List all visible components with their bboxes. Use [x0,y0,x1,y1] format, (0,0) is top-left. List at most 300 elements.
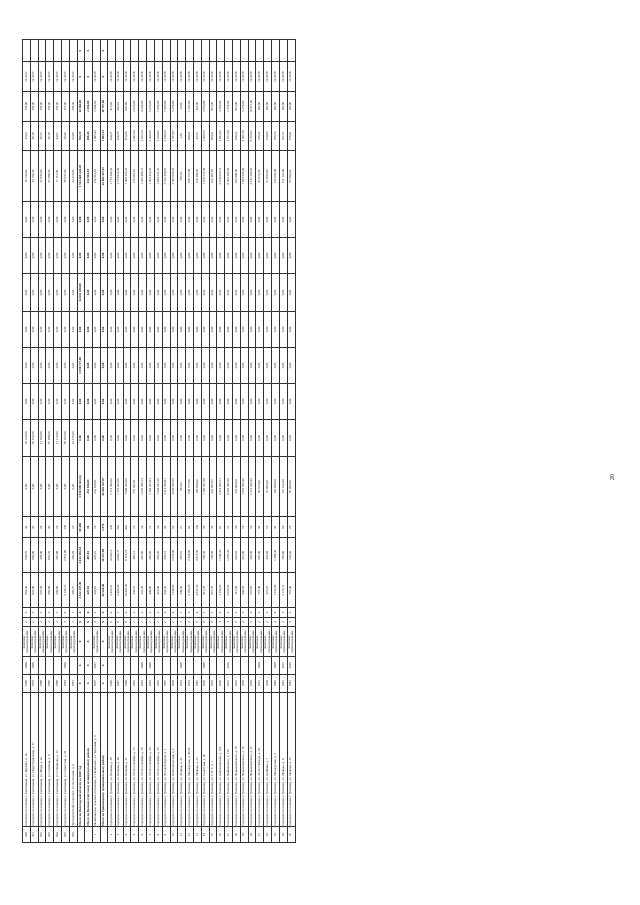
cell-c14: 471,46 [108,91,116,121]
cell-y2: 2009 [256,656,264,674]
cell-c14: 2 294,00 [92,91,100,121]
cell-z3: 0,00 [38,311,46,347]
cell-c10: 0,00 [54,237,62,273]
cell-c11: 0,00 [225,201,233,237]
cell-kwh: 19 [85,517,93,538]
cell-amt: 0,00 [154,419,162,456]
cell-c2: 4 [62,608,70,618]
cell-c2: 1 [54,608,62,618]
cell-cap: 51 066,00 [264,151,272,202]
cell-z3: 0,00 [62,311,70,347]
cell-z3: 0,00 [264,311,272,347]
cell-y2 [54,656,62,674]
cell-type: Комплекс. перевооружение [248,627,256,657]
cell-c14: 179,00 [54,91,62,121]
cell-n: 5 [131,827,139,843]
cell-z1: 0,00 [287,383,295,419]
cell-area: 444,05 [240,573,248,608]
cell-n1: 39 537,09 [100,538,108,573]
cell-z2: 0,00 [193,347,201,383]
table-row [131,40,139,843]
cell-c13: 20,46 [62,121,70,151]
cell-type: Комплекс. перевооружение [256,627,264,657]
cell-y1: 1988 [38,674,46,692]
cell-cap: 7 098 263,63 [123,151,131,202]
cell-amt: 58 337,00 [62,419,70,456]
cell-z3: 0,00 [217,311,225,347]
cell-y1: 1979 [30,674,38,692]
cell-y2 [131,656,139,674]
table-row [62,40,70,843]
cell-y1: 1953 [139,674,147,692]
cell-c10: 0,00 [154,237,162,273]
cell-c14: 179,00 [38,91,46,121]
cell-c10: 0,00 [115,237,123,273]
cell-c13: 4 309,35 [147,121,155,151]
cell-c11: 0,00 [30,201,38,237]
cell-z2: 0,00 [225,347,233,383]
cell-z2: 0,00 [272,347,280,383]
cell-c11: 0,00 [108,201,116,237]
cell-addr: городское поселение г. Грязовец, ул. Чернышевского, д. 19 [240,692,248,826]
cell-z4: 0,00 [46,273,54,311]
cell-amt: 0,00 [240,419,248,456]
cell-c14: 3 566,00 [201,91,209,121]
cell-d [131,40,139,62]
cell-c10: 0,00 [85,237,93,273]
cell-c11: 0,00 [233,201,241,237]
cell-c11: 0,00 [162,201,170,237]
cell-z2: 0,00 [131,347,139,383]
cell-n1: 2 014 116,34 [77,538,85,573]
cell-kwh: 52 [170,517,178,538]
cell-ey: 12.2017 [54,62,62,92]
cell-c1: 5 [62,617,70,627]
cell-amt: 34 154,00 [30,419,38,456]
cell-z3: 0,00 [30,311,38,347]
cell-c14: 195,00 [256,91,264,121]
cell-c10: 0,00 [272,237,280,273]
cell-addr: городское поселение г. Грязовец, ул. С.Х.Т., д. 1 [209,692,217,826]
subtotal-row [100,40,108,843]
cell-n: 16 [217,827,225,843]
cell-z3: 0,00 [108,311,116,347]
cell-z2: 3 936 757,00 [77,347,85,383]
cell-n1: 407,10 [92,538,100,573]
cell-addr: городское поселение г. Грязовец, ул. Луговой Фронт, д. 1 [162,692,170,826]
cell-c5: 169 469,92 [193,456,201,516]
cell-y1: 1988 [54,674,62,692]
cell-c13: 764,13 [77,121,85,151]
cell-c14: 324,00 [193,91,201,121]
cell-n1: 3 817,60 [193,538,201,573]
cell-y2: 2009 [62,656,70,674]
cell-c5: 1 035 498,13 [139,456,147,516]
cell-y2 [233,656,241,674]
cell-kwh: 32 [256,517,264,538]
cell-z2: 0,00 [162,347,170,383]
cell-area: 367,27 [264,573,272,608]
cell-c5: 0,00 [69,456,77,516]
cell-c13: 4 571,68 [225,121,233,151]
cell-y1: 1956 [154,674,162,692]
cell-n: 1 [92,827,100,843]
cell-type: Комплекс. перевооружение [170,627,178,657]
cell-c13: 490,43 [85,121,93,151]
cell-n: 646 [69,827,77,843]
cell-ey: 12.2018 [287,62,295,92]
cell-z4: 0,00 [178,273,186,311]
cell-c5: 775 047,91 [131,456,139,516]
cell-z3: 0,00 [186,311,194,347]
cell-kwh: 40 [46,517,54,538]
cell-d [272,40,280,62]
cell-c14: 812,00 [209,91,217,121]
cell-type: Комплекс. перевооружение [139,627,147,657]
cell-z4: 0,00 [154,273,162,311]
cell-c11: 0,00 [100,201,108,237]
cell-d [217,40,225,62]
cell-c5: 3 419 065,71 [217,456,225,516]
cell-z1: 0,00 [123,383,131,419]
cell-z1: 0,00 [264,383,272,419]
cell-c10: 0,00 [100,237,108,273]
cell-c1: 2 [248,617,256,627]
cell-kwh: 17 [147,517,155,538]
cell-ey: X [100,62,108,92]
cell-area: 549,50 [178,573,186,608]
cell-addr: городское поселение г. Сыктывкар, ул. Индустриальная, д. 57 [30,692,38,826]
cell-kwh: 19 [92,517,100,538]
cell-c13: 44,81 [54,121,62,151]
cell-n1: 760,50 [201,538,209,573]
cell-z4: 0,00 [123,273,131,311]
cell-amt: 0,00 [272,419,280,456]
cell-cap: 1 833 505,40 [240,151,248,202]
cell-c10: 0,00 [46,237,54,273]
cell-kwh: 1 879 [100,517,108,538]
cell-c1: X [77,617,85,627]
cell-area: 541,20 [139,573,147,608]
cell-c5: 252 916,81 [92,456,100,516]
cell-y2: 2009 [23,656,31,674]
cell-c5: 85 966,00 [287,456,295,516]
cell-d [209,40,217,62]
cell-y1: 1993 [62,674,70,692]
cell-addr: городское поселение г. Сыктывкар, ул. Осипова, д. 6 [46,692,54,826]
cell-c14: 195,00 [279,91,287,121]
cell-z4: 0,00 [186,273,194,311]
cell-c1: 9 [123,617,131,627]
cell-c5: 42 882 437,07 [100,456,108,516]
table-row [139,40,147,843]
table-row [162,40,170,843]
cell-type: Комплекс. перевооружение [123,627,131,657]
cell-ey: 12.2017 [46,62,54,92]
cell-addr: городское поселение г. Грязовец, ул. 30 лет Победы, д. 54 [256,692,264,826]
cell-y1: 1954 [178,674,186,692]
cell-area: 1 140,00 [170,573,178,608]
cell-amt: 37 288,00 [46,419,54,456]
cell-n: 22 [264,827,272,843]
cell-cap: 169 469,92 [193,151,201,202]
cell-z2: 0,00 [287,347,295,383]
cell-c10: 0,00 [256,237,264,273]
cell-n1: 333,48 [264,538,272,573]
cell-type: Комплекс. перевооружение [217,627,225,657]
cell-addr: городское поселение г. Грязовец, ул. Советская, д. 96 [201,692,209,826]
cell-ey: 12.2018 [248,62,256,92]
cell-z3: 0,00 [46,311,54,347]
cell-c10: 0,00 [131,237,139,273]
cell-type: Комплекс. перевооружение [30,627,38,657]
cell-c1: 2 [240,617,248,627]
cell-z2: 0,00 [30,347,38,383]
cell-cap: 34 154,00 [30,151,38,202]
cell-c13: 92,89 [69,121,77,151]
cell-c13: 440,27 [108,121,116,151]
cell-c1: X [85,617,93,627]
cell-d [139,40,147,62]
cell-z2: 0,00 [85,347,93,383]
cell-kwh: 90 400 [77,517,85,538]
cell-cap: 1 774 394,62 [108,151,116,202]
cell-y2: X [77,656,85,674]
cell-y2 [108,656,116,674]
cell-z1: 0,00 [225,383,233,419]
cell-c13: 2 105,74 [139,121,147,151]
cell-n: 10 [170,827,178,843]
cell-y2: 2010 [225,656,233,674]
table-row [201,40,209,843]
cell-c14: 465,41 [115,91,123,121]
cell-y1: 1986 [23,674,31,692]
cell-c2: 1 [69,608,77,618]
cell-kwh: 41 [272,517,280,538]
cell-n [85,827,93,843]
cell-type: Комплекс. перевооружение [287,627,295,657]
cell-c1: 2 [92,617,100,627]
cell-kwh: 19 [54,517,62,538]
cell-c10: 0,00 [123,237,131,273]
cell-y1: 1957 [162,674,170,692]
cell-type: Комплекс. перевооружение [225,627,233,657]
subtotal-row [77,40,85,843]
cell-z4: 0,00 [201,273,209,311]
cell-c10: 0,00 [108,237,116,273]
cell-c1: 2 [162,617,170,627]
table-row [193,40,201,843]
cell-ey: 12.2017 [69,62,77,92]
cell-c1: 3 [209,617,217,627]
cell-ey: 12.2018 [217,62,225,92]
cell-d [178,40,186,62]
cell-y2 [193,656,201,674]
cell-type: Комплекс. перевооружение [69,627,77,657]
cell-area: 633,50 [162,573,170,608]
cell-z2: 0,00 [108,347,116,383]
cell-y1: 1987 [193,674,201,692]
cell-amt: 36 133,00 [23,419,31,456]
cell-type: Комплекс. перевооружение [131,627,139,657]
cell-c5: 2 131 206,26 [248,456,256,516]
cell-c14: 14 366,00 [77,91,85,121]
cell-kwh: 422 [123,517,131,538]
cell-z2: 0,00 [92,347,100,383]
cell-amt: 0,00 [193,419,201,456]
cell-c2: 3 [287,608,295,618]
cell-n: 645 [62,827,70,843]
cell-c11: 0,00 [256,201,264,237]
cell-z3: 0,00 [77,311,85,347]
cell-y1: 1983 [272,674,280,692]
cell-kwh: 150 [193,517,201,538]
cell-ey: 12.2018 [139,62,147,92]
cell-z4: 0,00 [256,273,264,311]
cell-amt: 0,00 [217,419,225,456]
cell-z3: 0,00 [279,311,287,347]
cell-c13: 1 085,34 [100,121,108,151]
cell-n: 19 [240,827,248,843]
cell-type: Комплекс. перевооружение [162,627,170,657]
cell-z2: 0,00 [69,347,77,383]
cell-n1: 260,70 [69,538,77,573]
cell-z2: 0,00 [217,347,225,383]
cell-c1: 2 [38,617,46,627]
cell-z1: 0,00 [209,383,217,419]
cell-n: 2 [108,827,116,843]
cell-z2: 0,00 [62,347,70,383]
cell-c1: 2 [69,617,77,627]
cell-c10: 0,00 [233,237,241,273]
cell-z1: 0,00 [147,383,155,419]
cell-cap: 21 633,00 [38,151,46,202]
cell-n1: 782,90 [279,538,287,573]
cell-amt: 0,00 [123,419,131,456]
cell-c5: 1 773 923,59 [115,456,123,516]
cell-y2: 2017 [92,656,100,674]
cell-n1: 1 540,70 [217,538,225,573]
cell-kwh: 136 [62,517,70,538]
cell-z2: 0,00 [46,347,54,383]
cell-amt: 0,00 [139,419,147,456]
cell-c2: X [77,608,85,618]
cell-c1: 2 [46,617,54,627]
cell-type: X [77,627,85,657]
cell-z3: 0,00 [248,311,256,347]
cell-ey: 12.2017 [38,62,46,92]
cell-type: Комплекс. перевооружение [264,627,272,657]
cell-addr: городское поселение г. Грязовец, ул. Пионерская, д. 3 [272,692,280,826]
cell-z1: 0,00 [256,383,264,419]
cell-c5: 1 704 452,91 [147,456,155,516]
cell-n1: 478,00 [38,538,46,573]
cell-n1: 645,91 [233,538,241,573]
cell-z3: 0,00 [233,311,241,347]
cell-type: Комплекс. перевооружение [46,627,54,657]
cell-c1: 2 [264,617,272,627]
cell-y1: 1957 [92,674,100,692]
cell-z4: 0,00 [38,273,46,311]
cell-c14: 1 167,00 [186,91,194,121]
cell-y2 [154,656,162,674]
cell-c11: 0,00 [279,201,287,237]
cell-c2: 2 [233,608,241,618]
cell-d [123,40,131,62]
cell-d [147,40,155,62]
cell-y1: 1958 [217,674,225,692]
cell-z1: 0,00 [217,383,225,419]
cell-c13: 4 566,79 [240,121,248,151]
cell-c2: 2 [248,608,256,618]
cell-n: 641 [30,827,38,843]
cell-y1: 1987 [115,674,123,692]
cell-cap: 638 777,08 [186,151,194,202]
cell-kwh: 35 [209,517,217,538]
cell-c11: 0,00 [209,201,217,237]
cell-type: Комплекс. перевооружение [193,627,201,657]
cell-type: Комплекс. перевооружение [209,627,217,657]
cell-d [201,40,209,62]
cell-c2: 4 [170,608,178,618]
cell-ey: 12.2018 [154,62,162,92]
cell-n1: 485,15 [131,538,139,573]
cell-c5: 252 916,81 [85,456,93,516]
cell-c13: 2 962,42 [217,121,225,151]
table-row [123,40,131,843]
cell-n: 7 [147,827,155,843]
cell-n1: 697,00 [256,538,264,573]
cell-c10: 0,00 [62,237,70,273]
cell-z3: 0,00 [147,311,155,347]
cell-z2: 0,00 [123,347,131,383]
cell-area: 854,40 [23,573,31,608]
cell-c13: 134,91 [287,121,295,151]
cell-c14: 6 279,00 [240,91,248,121]
cell-c2: 4 [108,608,116,618]
cell-c1: 5 [108,617,116,627]
table-row [30,40,38,843]
cell-addr: Итого по Великоустюгскому муниципальному району [85,692,93,826]
table-row [287,40,295,843]
cell-z1: 0,00 [186,383,194,419]
cell-amt: 0,00 [115,419,123,456]
cell-amt: 0,00 [162,419,170,456]
cell-c1: 3 [287,617,295,627]
cell-c2: 2 [162,608,170,618]
cell-cap: 1 100 627,39 [201,151,209,202]
cell-c5: 3 633 056,65 [170,456,178,516]
cell-addr: городское поселение г. Грязовец, ул. Чайковского, д. 13б [225,692,233,826]
cell-d [193,40,201,62]
cell-z3: 0,00 [139,311,147,347]
cell-ey: 12.2018 [131,62,139,92]
cell-y1: 1981 [69,674,77,692]
cell-area: 1 741,80 [272,573,280,608]
cell-c1: 3 [201,617,209,627]
cell-n [100,827,108,843]
cell-c10: 0,00 [217,237,225,273]
cell-kwh: 20 [233,517,241,538]
cell-c2: 2 [201,608,209,618]
cell-y1: 1961 [256,674,264,692]
cell-c2: 5 [225,608,233,618]
cell-y2: 2015 [279,656,287,674]
cell-ey: 12.2018 [209,62,217,92]
cell-z1: 0,00 [154,383,162,419]
cell-y2 [69,656,77,674]
cell-z4: 0,00 [62,273,70,311]
